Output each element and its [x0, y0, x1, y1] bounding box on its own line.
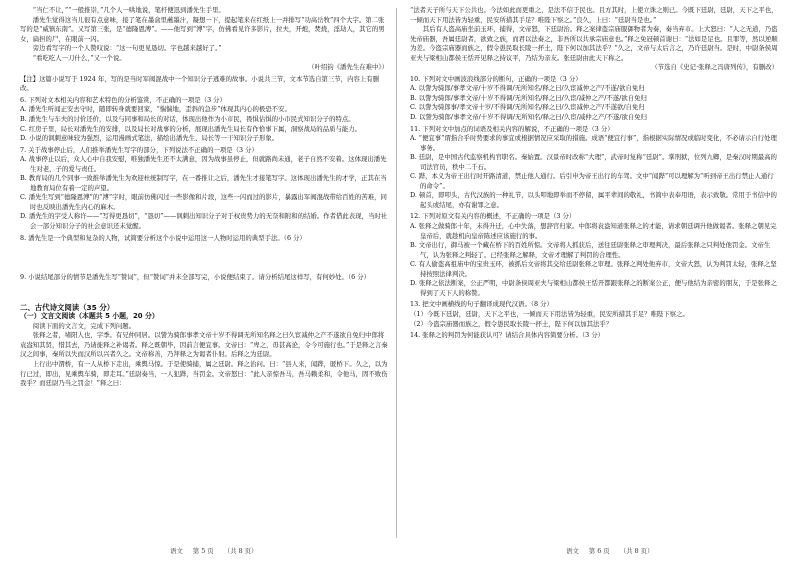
question-12-option-a: A. 张释之做骑郎十年，未得升迁，心中失落，想辞官归家。中郎将袁盎知道张释之的才能，请求朝廷调升他做谒者。张释之朝见完皇帝后，就趁机向皇帝陈述应该施行的事。 [410, 222, 777, 240]
question-11-option-c: C. 跸，本义为帝王出行时开路清道，禁止他人通行。后引申为帝王出行的车驾。文中“闻跸”可以理解为“听到帝王出行禁止人通行的命令”。 [410, 172, 774, 190]
question-11-option-a: A. “便宜事”谓指合乎时势要求的事宜或根据情况应采取的措施。成语“便宜行事”，指根据实际情况或临时变化，不必请示自行处理事务。 [410, 134, 777, 152]
question-10-option-d: D. 以訾为骑郎/事孝文帝/十岁不得调/无所知名/释之曰/久宦/减仲之产/不遂/欲自免归 [410, 113, 648, 122]
page-5-footer [170, 546, 267, 555]
question-9: 9. 小说结尾部分的情节是潘先生写“赞词”，但“赞词”并未全部写完，小说便结束了。请分析结尾这样写，有何妙处。（6 分） [20, 273, 371, 282]
question-7-option-d: D. 潘先生的字受人称许——“写得更恳切”，“恳切”——讽刺出知识分子对于权贵势力的无奈和附和的结婚。作者借此表现，当时社会一部分知识分子的社会意识还未觉醒。 [20, 212, 388, 231]
footer-total-pages: （共 8 页） [223, 547, 258, 555]
question-13-item-2: （2）今盗宗庙器而族之，假令愚民取长陵一抔土，陛下何以加其法乎？ [410, 319, 613, 328]
reading-instruction: 阅读下面的文言文，完成下列问题。 [32, 321, 136, 330]
question-13-item-1: （1）今既下廷尉，廷尉，天下之平也，一倾而天下用法皆为轻重，民安所措其手足？唯陛下察之。 [410, 309, 689, 318]
answer-space [20, 243, 388, 271]
question-12-option-c: C. 有人偷盗高祖庙中的宝贵玉环，被抓后文帝将其交给廷尉张释之审理。张释之判处他弃市，文帝大怒，认为判罚太轻，张释之坚持按照法律判决。 [410, 260, 777, 278]
footer-page-number: 第 6 页 [588, 547, 610, 555]
story-paragraph: “看吃吃人一刀什么，”又一个说。 [32, 53, 126, 62]
page-6-footer [566, 546, 663, 555]
question-10-option-c: C. 以訾为骑郎事/孝文帝十岁/不得调/无所知名/释之曰/久宦减仲之产/不遂欲/自免归 [410, 103, 645, 112]
story-paragraph: 潘先生觉得这当儿很有点意味，接了笔在墨盒里蘸墨汁，凝想一下，提起笔来在红纸上一并排写“功高岳牧”四个大字。第二张写的是“威镇东南”。又写第三张，是“德隆恩溥”。——他写到“溥”字，仿佛看见许多影片，拉夫，开炮，焚烧，淫劫人，其它的男女，扁担的尸，在眼前一闪。 [20, 15, 385, 43]
story-paragraph: “当仁不让，”“一般推崇，”几个人一哄地说，笔杆便迅到潘先生手里。 [32, 6, 225, 14]
question-11-option-b: B. 廷尉，是中国古代监察机构官职名。秦始置。汉景帝时改称“大理”，武帝时复称“廷尉”。掌刑狱，位列九卿，是秦汉时期最高的司法官员，秩中二千石。 [410, 153, 777, 171]
page-6-column [410, 6, 778, 541]
question-10-stem: 10. 下列对文中画波浪线部分的断句，正确的一项是（3 分） [410, 74, 582, 83]
question-6-option-c: C. 红房子里，局长对潘先生的安排，以及局长对战事的分析，展现出潘先生局长有作恰事下属，洞察战局的品质与能力。 [20, 124, 362, 133]
question-7-option-a: A. 战事停止以后，众人心中自我安慰，唯独潘先生还不太满意，因为战事虽停止，但就路尚未通，老子自然不安着。这体现出潘先生对老，子的爱与责任。 [20, 155, 387, 173]
story-paragraph: 旁边看写字的一个人赞叹说：“这一句更见恳切。字也越来越好了。” [32, 44, 222, 53]
classical-passage: 上行出中渭桥，有一人从桥下走出，乘舆马惊。于是使骑捕，属之廷尉。释之治问。曰：“县人来，闻跸，匿桥下。久之，以为行已过，即出，见乘舆车骑，即走耳。”廷尉奏当，一人犯跸，当罚金。文帝怒曰：“此人亲惊吾马，吾马赖柔和，令他马，固不败伤我乎？而廷尉乃当之罚金！”释之曰： [20, 359, 388, 388]
question-7-option-b: B. 教育局的几个同事一致推举潘先生为欢迎杜统制写字，在一番推让之后，潘先生才接笔写字。这体现出潘先生的才学，正其在当地教育局位有着一定的声望。 [20, 174, 387, 192]
question-6-option-d: D. 小说的讽刺意味较为强烈，运用漫画式笔法，描绘出潘先生、局长等一干知识分子形象。 [20, 134, 279, 143]
question-8: 8. 潘先生是一个典型和复杂的人物，试简要分析这个小说中运用这一人物时运用的典型手法。（6 分） [20, 233, 306, 242]
footer-total-pages: （共 8 页） [619, 547, 654, 555]
passage-source: （节选自《史记·张释之冯唐列传》，有删改） [651, 63, 778, 72]
question-10-option-b: B. 以訾为骑郎/事孝文帝/十岁不得调/无所知名/释之曰/久宦/减仲之产/不遂/欲自免归 [410, 93, 647, 102]
story-source: （叶绍钧《潘先生在难中》） [308, 63, 388, 72]
question-7-option-c: C. 潘先生写到“德隆恩溥”的“溥”字时，眼前仿佛闪过一些影像和片段，这些一闪而过的影片，暴露出军阀混战带给百姓的苦难，同时也反映出潘先生内心的麻木。 [20, 193, 387, 211]
classical-passage: 其后有人盗高庙坐前玉环，捕得，文帝怒，下廷尉治。释之案律盗宗庙服御物者为奏，奏当弃市。上大怒曰：“人之无道，乃盗先帝庙器，吾属廷尉者，欲致之族，而君以法奏之，非吾所以共承宗庙意也。”释之免冠顿首谢曰：“法如是足也。且罪等，然以逆顺为差。今盗宗庙器而族之，假令愚民取长陵一抔土，陛下何以加其法乎？”久之，文帝与太后言之，乃许廷尉当。是时，中尉条侯周亚夫与梁相山都侯王恬开见释之持议平，乃结为亲友。张廷尉由此天下称之。 [410, 25, 778, 62]
page-5-column [20, 6, 388, 541]
question-12-stem: 12. 下列对原文有关内容的概述，不正确的一项是（3 分） [410, 212, 576, 221]
footer-subject: 语文 [170, 547, 183, 555]
section-heading: 二、古代诗文阅读（35 分） [20, 302, 115, 312]
question-11-stem: 11. 下列对文中加点的词语及相关内容的解说，不正确的一项是（3 分） [410, 124, 614, 133]
footer-page-number: 第 5 页 [192, 547, 214, 555]
page-divider [396, 8, 397, 538]
classical-passage: 张释之者，堵阳人也，字季。有兄仲同居。以訾为骑郎事孝文帝十岁不得调无所知名释之曰久宦减仲之产不遂欲自免归中郎将袁盎知其贤，惜其去，乃请徙释之补谒者。释之既朝毕，因前言便宜事。文帝曰：“卑之，毋甚高论，令今可施行也。”于是释之言秦汉之间事，秦所以失而汉所以兴者久之。文帝称善，乃拜释之为谒者仆射。后释之为廷尉。 [20, 331, 388, 359]
question-6-option-a: A. 潘先生听闻正安去守时，随即转身就要回家，“惴惴地，歪斜的急步”体现其内心的极恐不安。 [20, 105, 291, 114]
answer-space [20, 283, 388, 297]
question-11-option-d: D. 顿首，即叩头，古代汉族的一种礼节，以头叩地即举而不停留，属平辈间的敬礼，书简中表奉用语，表示致敬。常用于书信中的起头或结尾，亦有谢罪之意。 [410, 191, 777, 209]
footer-subject: 语文 [566, 547, 579, 555]
question-12-option-d: D. 张释之依法断案，公正严明，中尉条侯周亚夫与梁相山都侯王恬开都跟张释之的断案公正，便与他结为亲密的朋友，于是张释之得到了天下人的称赞。 [410, 279, 777, 297]
question-12-option-b: B. 文帝出行，御马被一个藏在桥下的百姓所惊。文帝将人抓获后，送往廷尉张释之审理判决，最后张释之只判处他罚金。文帝生气，认为张释之判轻了。已经张释之解释，文帝才理解了判罚的合理性。 [410, 241, 771, 259]
question-6-option-b: B. 潘先生与车夫的讨价还价，以及与同事和局长的对话，体现出他作为小市民，畏惧估惧的小市民式知识分子的特点。 [20, 115, 355, 124]
question-14-stem: 14. 张释之的判罚为何能获认可？请结合具体内容简要分析。（3 分） [410, 331, 605, 340]
subsection-heading: （一）文言文阅读（本题共 5 小题，20 分） [20, 312, 159, 321]
story-note: 【注】这篇小说写于 1924 年，写的是当时军阀混战中一个知识分子逃难的故事。小说共三节，文本节选自第三节，内容上有删改。 [20, 74, 380, 93]
question-6-stem: 6. 下列对文本相关内容和艺术特色的分析鉴赏，不正确的一项是（3 分） [20, 95, 226, 104]
question-13-stem: 13. 把文中画横线的句子翻译成现代汉语。（8 分） [410, 300, 553, 309]
question-10-option-a: A. 以訾为骑郎/事孝文帝/十岁不得调/无所知名/释之曰/久宦减仲之产/不遂/欲自免归 [410, 84, 645, 93]
question-7-stem: 7. 关于战事停止后，人们推举潘先生写字的部分，下列说法不正确的一项是（3 分） [20, 145, 258, 154]
classical-passage: “法者天子所与天下公共也。今法如此而更重之，是法不信于民也。且方其时，上使立诛之则已。今既下廷尉，廷尉，天下之平也，一倾而天下用法皆为轻重，民安所措其手足？唯陛下察之。”良久，上曰：“廷尉当是也。” [410, 6, 778, 24]
